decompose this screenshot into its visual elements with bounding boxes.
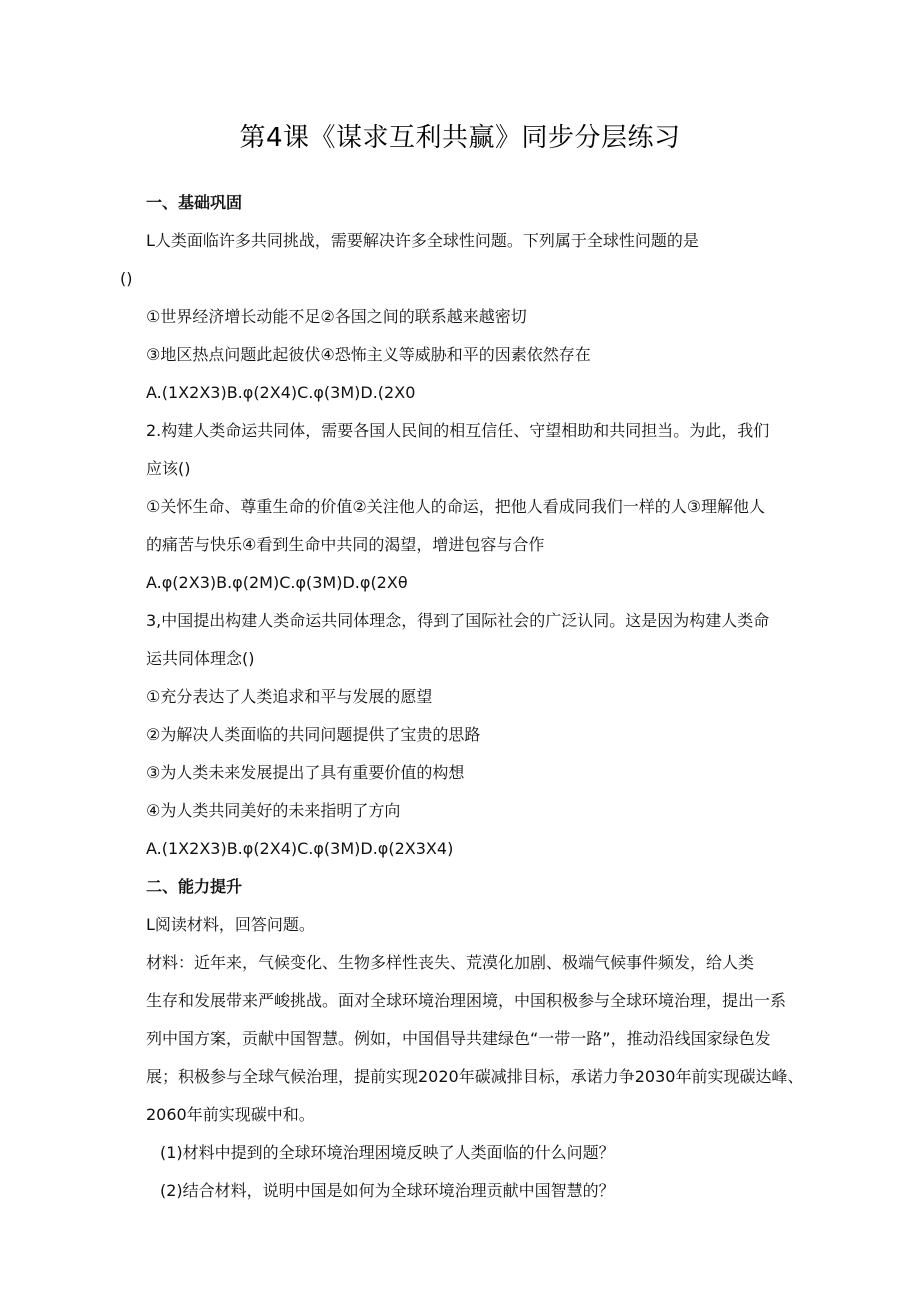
- q3-option-1: ①充分表达了人类追求和平与发展的愿望: [146, 687, 433, 706]
- q3-stem-line-2: 运共同体理念(): [146, 649, 255, 668]
- section-heading-basic: 一、基础巩固: [146, 193, 243, 212]
- q2-options-line-2: 的痛苦与快乐④看到生命中共同的渴望，增进包容与合作: [146, 535, 545, 554]
- sub-question-1: (1)材料中提到的全球环境治理困境反映了人类面临的什么问题？: [160, 1143, 615, 1162]
- q2-stem-line-2: 应该(): [146, 459, 191, 478]
- q1-options-line-1: ①世界经济增长动能不足②各国之间的联系越来越密切: [146, 307, 527, 326]
- material-line-5: 2060年前实现碳中和。: [146, 1105, 315, 1124]
- q2-options-line-1: ①关怀生命、尊重生命的价值②关注他人的命运，把他人看成同我们一样的人③理解他人: [146, 497, 766, 516]
- q1-stem-line-1: L人类面临许多共同挑战，需要解决许多全球性问题。下列属于全球性问题的是: [146, 231, 699, 250]
- q3-option-2: ②为解决人类面临的共同问题提供了宝贵的思路: [146, 725, 481, 744]
- q2-stem-line-1: 2.构建人类命运共同体，需要各国人民间的相互信任、守望相助和共同担当。为此，我们: [146, 421, 770, 440]
- material-line-3: 列中国方案，贡献中国智慧。例如，中国倡导共建绿色“一带一路”，推动沿线国家绿色发: [146, 1029, 771, 1048]
- q3-option-4: ④为人类共同美好的未来指明了方向: [146, 801, 401, 820]
- material-line-4: 展；积极参与全球气候治理，提前实现2020年碳减排目标，承诺力争2030年前实现碳达峰、: [146, 1067, 804, 1086]
- q1-stem-line-2: (): [120, 269, 133, 288]
- page-title: 第4课《谋求互利共赢》同步分层练习: [239, 123, 681, 153]
- material-line-2: 生存和发展带来严峻挑战。面对全球环境治理困境，中国积极参与全球环境治理，提出一系: [146, 991, 787, 1010]
- q3-stem-line-1: 3,中国提出构建人类命运共同体理念，得到了国际社会的广泛认同。这是因为构建人类命: [146, 611, 770, 630]
- material-line-1: 材料：近年来，气候变化、生物多样性丧失、荒漠化加剧、极端气候事件频发，给人类: [146, 953, 755, 972]
- q1-options-line-2: ③地区热点问题此起彼伏④恐怖主义等威胁和平的因素依然存在: [146, 345, 591, 364]
- q3-answer-choices: A.(1X2X3)B.φ(2X4)C.φ(3M)D.φ(2X3X4): [146, 839, 454, 858]
- q1-answer-choices: A.(1X2X3)B.φ(2X4)C.φ(3M)D.(2X0: [146, 383, 416, 402]
- s2-q1-stem: L阅读材料，回答问题。: [146, 915, 315, 934]
- q2-answer-choices: A.φ(2X3)B.φ(2M)C.φ(3M)D.φ(2Xθ: [146, 573, 408, 592]
- section-heading-advanced: 二、能力提升: [146, 877, 243, 896]
- q3-option-3: ③为人类未来发展提出了具有重要价值的构想: [146, 763, 465, 782]
- sub-question-2: (2)结合材料，说明中国是如何为全球环境治理贡献中国智慧的？: [160, 1181, 615, 1200]
